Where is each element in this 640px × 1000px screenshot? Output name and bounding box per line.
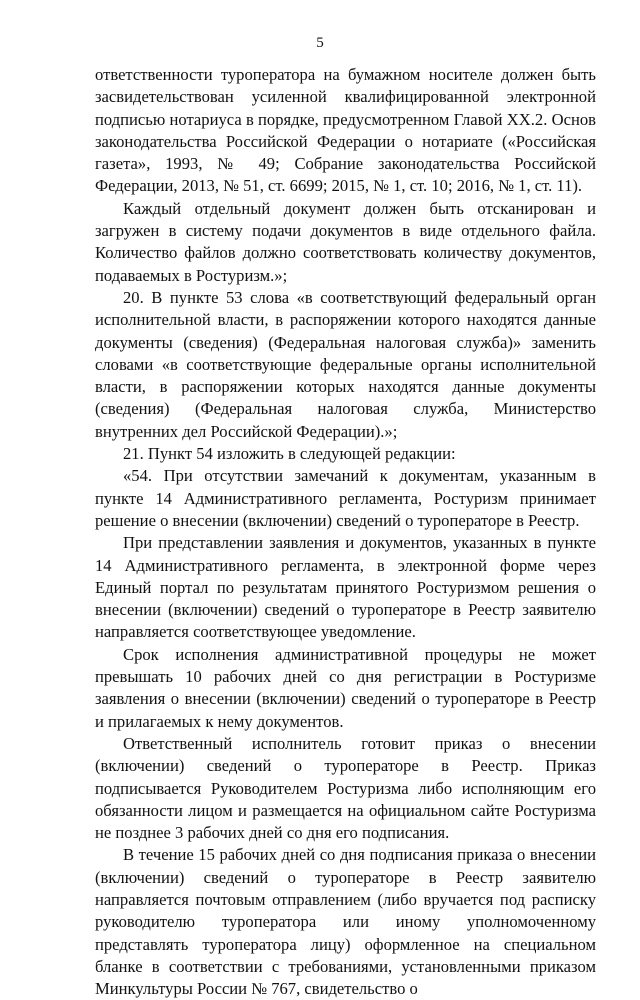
paragraph-item-21: 21. Пункт 54 изложить в следующей редакции: (123, 444, 456, 464)
paragraph-continuation: ответственности туроператора на бумажном носителе должен быть засвидетельствован усиленной квалифицированной электронной подписью нотариуса в порядке, предусмотренном Главой XX.2. Основ законодательства Российской Федерации о нотариате («Российская газета», 1993, № 49; Собрание законодательства Российской Федерации, 2013, № 51, ст. 6699; 2015, № 1, ст. 10; 2016, № 1, ст. 11). (95, 65, 596, 196)
paragraph-certificate-delivery: В течение 15 рабочих дней со дня подписания приказа о внесении (включении) сведений о туроператоре в Реестр заявителю направляется почтовым отправлением (либо вручается под расписку руководителю туроператора или иному уполномоченному представлять туроператора лицу) оформленное на специальном бланке в соответствии с требованиями, установленными приказом Минкультуры России № 767, свидетельство о (95, 845, 596, 999)
paragraph-procedure-term: Срок исполнения административной процедуры не может превышать 10 рабочих дней со дня регистрации в Ростуризме заявления о внесении (включении) сведений о туроператоре в Реестр и прилагаемых к нему документов. (95, 644, 596, 731)
page-number: 5 (316, 35, 324, 51)
paragraph-order-preparation: Ответственный исполнитель готовит приказ о внесении (включении) сведений о туроператоре в Реестр. Приказ подписывается Руководителем Ростуризма либо исполняющим его обязанности лицом и размещается на официальном сайте Ростуризма не позднее 3 рабочих дней со дня его подписания. (95, 733, 596, 843)
paragraph-scan-requirement: Каждый отдельный документ должен быть отсканирован и загружен в систему подачи документов в виде отдельного файла. Количество файлов должно соответствовать количеству документов, подаваемых в Ростуризм.»; (95, 198, 596, 285)
paragraph-electronic-submission: При представлении заявления и документов, указанных в пункте 14 Административного регламента, в электронной форме через Единый портал по результатам принятого Ростуризмом решения о внесении (включении) сведений о туроператоре в Реестр заявителю направляется соответствующее уведомление. (95, 533, 596, 642)
paragraph-point-54: «54. При отсутствии замечаний к документам, указанным в пункте 14 Административного регламента, Ростуризм принимает решение о внесении (включении) сведений о туроператоре в Реестр. (95, 466, 596, 530)
paragraph-item-20: 20. В пункте 53 слова «в соответствующий федеральный орган исполнительной власти, в распоряжении которого находятся данные документы (сведения) (Федеральная налоговая служба)» заменить словами «в соответствующие федеральные органы исполнительной власти, в распоряжении которых находятся данные документы (сведения) (Федеральная налоговая служба, Министерство внутренних дел Российской Федерации).»; (95, 287, 596, 441)
